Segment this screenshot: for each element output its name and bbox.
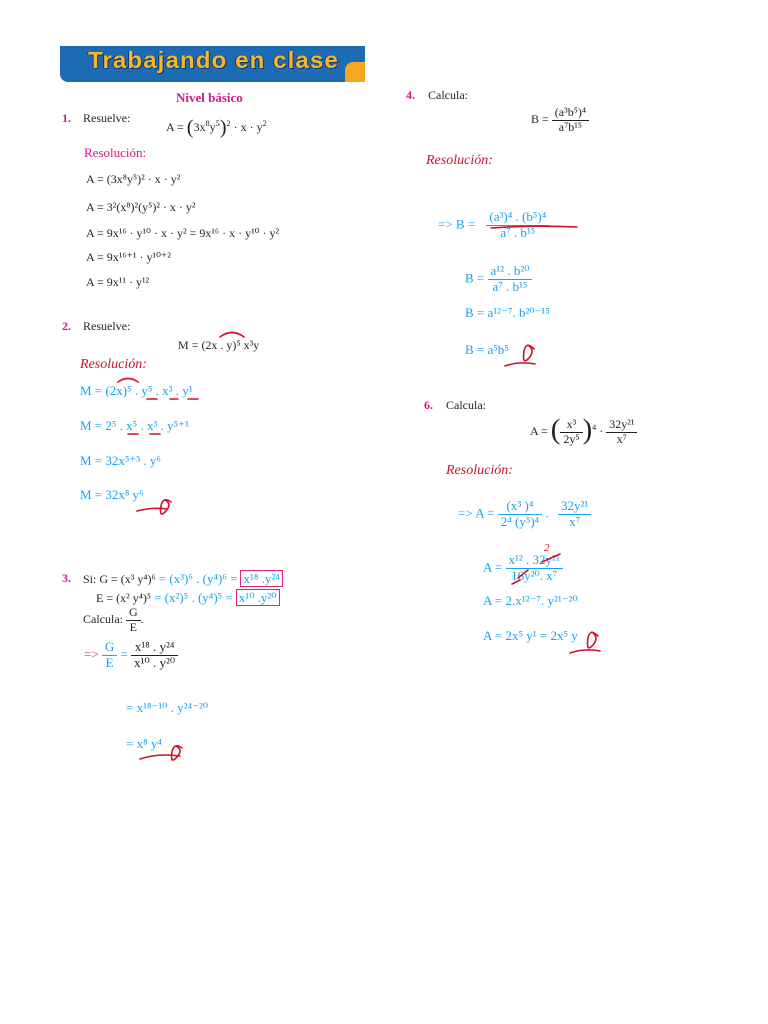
problem-1-expression: $A = (3x^8y^5)^2 \cdot x \cdot y^2$ [166,116,267,139]
problem-4-prompt: Calcula: [428,88,468,102]
problem-1-step-3: A = 9x¹⁶ · y¹⁰ · x · y² = 9x¹⁶ · x · y¹⁰ · y² [86,226,280,240]
problem-2-prompt: Resuelve: [83,319,131,333]
banner-accent-tab [345,62,365,82]
problem-3-step-2: = x¹⁸⁻¹⁰ . y²⁴⁻²⁰ [126,700,209,715]
problem-4-step-3: B = a¹²⁻⁷. b²⁰⁻¹⁵ [465,305,550,320]
problem-1-number: 1. [62,111,71,125]
p2-step1-bracket-mark-icon [118,379,138,383]
problem-3-line-1: Si: G = (x³ y⁴)⁶ = (x³)⁶ . (y⁴)⁶ = x¹⁸ .y²⁴ [83,571,283,587]
page-title: Trabajando en clase [88,47,339,73]
problem-1-step-2: A = 3²(x⁸)²(y⁵)² · x · y² [86,200,196,214]
problem-3-calc: Calcula: $\frac{G}{E}$ . [83,605,144,634]
problem-2-resolution-label: Resolución: [80,357,147,372]
problem-4-expression: B = $\frac{\text{(a³b⁵)⁴}}{\text{a⁷b¹⁵}}$ [531,106,589,135]
problem-6-step-2: A = $\frac{\text{x¹² . 32y²¹}}{\text{16y²⁰. x⁷}}$ [483,553,563,584]
problem-3-line-2: E = (x² y⁴)⁵ = (x²)⁵ . (y⁴)⁵ = x¹⁰ .y²⁰ [96,590,280,606]
problem-6-step-4: A = 2x⁵ y¹ = 2x⁵ y [483,628,578,643]
problem-2-step-4: M = 32x⁸ y⁶ [80,487,144,502]
problem-3-step-1: => $\frac{G}{E}$ = $\frac{\text{x¹⁸ . y²⁴}}{\text{x¹⁰ . y²⁰}}$ [84,640,178,671]
problem-6-expression: A = ( $\frac{\text{x³}}{\text{2y⁵}}$ )$^4$ · $\frac{\text{32y²¹}}{\text{x⁷}}$ [530,418,637,447]
problem-2-step-2: M = 2⁵ . x⁵ . x³ . y⁵⁺¹ [80,418,189,433]
problem-1-step-5: A = 9x¹¹ · y¹² [86,275,150,289]
problem-4-step-1: => B = $\frac{\text{(a³)⁴ . (b⁵)⁴}}{\text{a⁷ . b¹⁵}}$ [438,210,549,241]
problem-6-resolution-label: Resolución: [446,463,513,478]
problem-4-step-2: B = $\frac{\text{a¹² . b²⁰}}{\text{a⁷ . b¹⁵}}$ [465,264,532,295]
problem-4-resolution-label: Resolución: [426,153,493,168]
problem-3-step-3: = x⁸ y⁴ [126,736,162,751]
problem-6-prompt: Calcula: [446,398,486,412]
problem-2-number: 2. [62,319,71,333]
p2-bracket-mark-icon [220,333,244,338]
problem-6-step-3: A = 2.x¹²⁻⁷. y²¹⁻²⁰ [483,593,578,608]
problem-6-simplify-mark: 2 [544,542,550,554]
problem-6-step-1: => A = $\frac{\text{(x³ )⁴}}{\text{2⁴ (y⁵)⁴}}$ . $\frac{\text{32y²¹}}{\text{x⁷}}$ [458,499,591,530]
p4-check-mark-icon [505,345,535,366]
problem-1-prompt: Resuelve: [83,111,131,125]
problem-1-step-1: A = (3x⁸y⁵)² · x · y² [86,172,181,186]
problem-6-number: 6. [424,398,433,412]
problem-1-resolution-label: Resolución: [84,145,147,160]
problem-4-number: 4. [406,88,415,102]
problem-4-step-4: B = a⁵b⁵ [465,342,509,357]
problem-2-step-3: M = 32x⁵⁺³ . y⁶ [80,453,161,468]
problem-1-step-4: A = 9x¹⁶⁺¹ · y¹⁰⁺² [86,250,171,264]
problem-2-step-1: M = (2x)⁵ . y⁵ . x³ . y¹ [80,383,193,398]
level-heading: Nivel básico [176,90,243,105]
problem-2-expression: M = (2x . y)⁵ x³y [178,338,260,352]
problem-3-number: 3. [62,571,71,585]
